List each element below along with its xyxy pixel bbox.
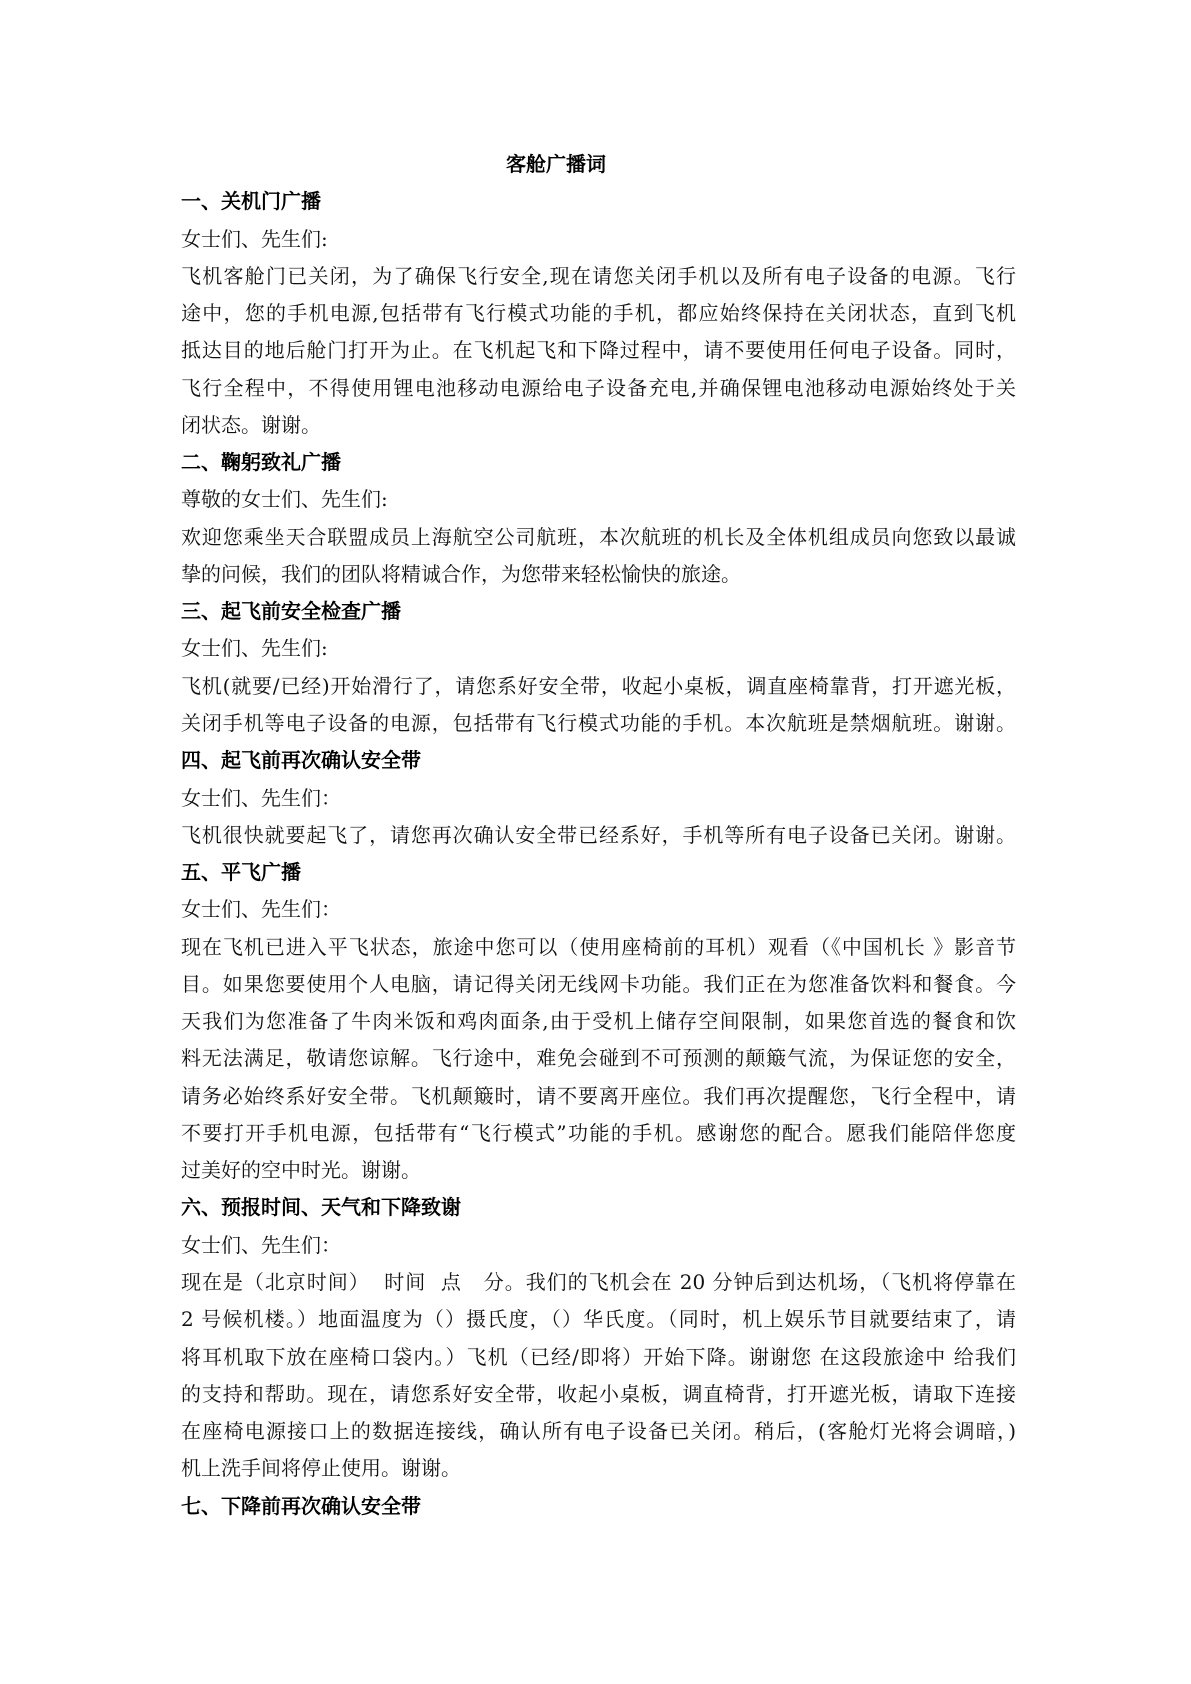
section-5-heading: 五、平飞广播 (181, 860, 301, 885)
section-2 (181, 444, 1016, 593)
paragraph-line: 现在飞机已进入平飞状态，旅途中您可以（使用座椅前的耳机）观看（《中国机长 》影音节 (181, 934, 1016, 959)
paragraph-line: 将耳机取下放在座椅口袋内。）飞机（已经/即将）开始下降。谢谢您 在这段旅途中 给我们 (181, 1344, 1016, 1369)
paragraph-line: 飞机(就要/已经)开始滑行了，请您系好安全带，收起小桌板，调直座椅靠背，打开遮光板， (181, 673, 1016, 698)
document-title: 客舱广播词 (506, 152, 606, 176)
section-6-heading: 六、预报时间、天气和下降致谢 (181, 1195, 461, 1220)
paragraph-line: 在座椅电源接口上的数据连接线，确认所有电子设备已关闭。稍后，(客舱灯光将会调暗，) (181, 1419, 1016, 1444)
paragraph-line: 飞机很快就要起飞了，请您再次确认安全带已经系好，手机等所有电子设备已关闭。谢谢。 (181, 822, 1016, 847)
paragraph-line: 现在是（北京时间） 时间 点 分。我们的飞机会在 20 分钟后到达机场，（飞机将停靠在 (181, 1269, 1016, 1294)
section-1-heading: 一、关机门广播 (181, 189, 321, 214)
document-page (181, 146, 1016, 1525)
section-1 (181, 183, 1016, 444)
greeting-line: 女士们、先生们： (181, 785, 341, 810)
paragraph-line: 2 号候机楼。）地面温度为（）摄氏度，（）华氏度。（同时，机上娱乐节目就要结束了，请 (181, 1307, 1016, 1332)
section-4-heading: 四、起飞前再次确认安全带 (181, 748, 421, 773)
paragraph-line: 欢迎您乘坐天合联盟成员上海航空公司航班，本次航班的机长及全体机组成员向您致以最诚 (181, 524, 1016, 549)
section-7-heading: 七、下降前再次确认安全带 (181, 1493, 421, 1518)
paragraph-line: 飞机客舱门已关闭，为了确保飞行安全,现在请您关闭手机以及所有电子设备的电源。飞行 (181, 263, 1016, 288)
section-7 (181, 1488, 1016, 1525)
greeting-line: 女士们、先生们： (181, 897, 341, 922)
paragraph-line: 请务必始终系好安全带。飞机颠簸时，请不要离开座位。我们再次提醒您，飞行全程中，请 (181, 1083, 1016, 1108)
paragraph-line: 机上洗手间将停止使用。谢谢。 (181, 1456, 461, 1481)
section-3 (181, 593, 1016, 742)
paragraph-line: 料无法满足，敬请您谅解。飞行途中，难免会碰到不可预测的颠簸气流，为保证您的安全， (181, 1046, 1016, 1071)
greeting-line: 尊敬的女士们、先生们: (181, 487, 388, 512)
paragraph-line: 不要打开手机电源，包括带有“飞行模式”功能的手机。感谢您的配合。愿我们能陪伴您度 (181, 1120, 1016, 1145)
paragraph-line: 天我们为您准备了牛肉米饭和鸡肉面条,由于受机上储存空间限制，如果您首选的餐食和饮 (181, 1009, 1016, 1034)
section-2-heading: 二、鞠躬致礼广播 (181, 450, 341, 475)
paragraph-line: 飞行全程中，不得使用锂电池移动电源给电子设备充电,并确保锂电池移动电源始终处于关 (181, 375, 1016, 400)
paragraph-line: 挚的问候，我们的团队将精诚合作，为您带来轻松愉快的旅途。 (181, 561, 741, 586)
paragraph-line: 目。如果您要使用个人电脑，请记得关闭无线网卡功能。我们正在为您准备饮料和餐食。今 (181, 971, 1016, 996)
paragraph-line: 途中，您的手机电源,包括带有飞行模式功能的手机，都应始终保持在关闭状态，直到飞机 (181, 301, 1016, 326)
section-6 (181, 1189, 1016, 1487)
greeting-line: 女士们、先生们: (181, 226, 328, 251)
section-5 (181, 854, 1016, 1189)
section-4 (181, 742, 1016, 854)
paragraph-line: 抵达目的地后舱门打开为止。在飞机起飞和下降过程中，请不要使用任何电子设备。同时， (181, 338, 1016, 363)
paragraph-line: 的支持和帮助。现在，请您系好安全带，收起小桌板，调直椅背，打开遮光板，请取下连接 (181, 1381, 1016, 1406)
paragraph-line: 闭状态。谢谢。 (181, 412, 321, 437)
paragraph-line: 过美好的空中时光。谢谢。 (181, 1158, 421, 1183)
greeting-line: 女士们、先生们： (181, 1232, 341, 1257)
greeting-line: 女士们、先生们: (181, 636, 328, 661)
paragraph-line: 关闭手机等电子设备的电源，包括带有飞行模式功能的手机。本次航班是禁烟航班。谢谢。 (181, 710, 1016, 735)
section-3-heading: 三、起飞前安全检查广播 (181, 599, 401, 624)
